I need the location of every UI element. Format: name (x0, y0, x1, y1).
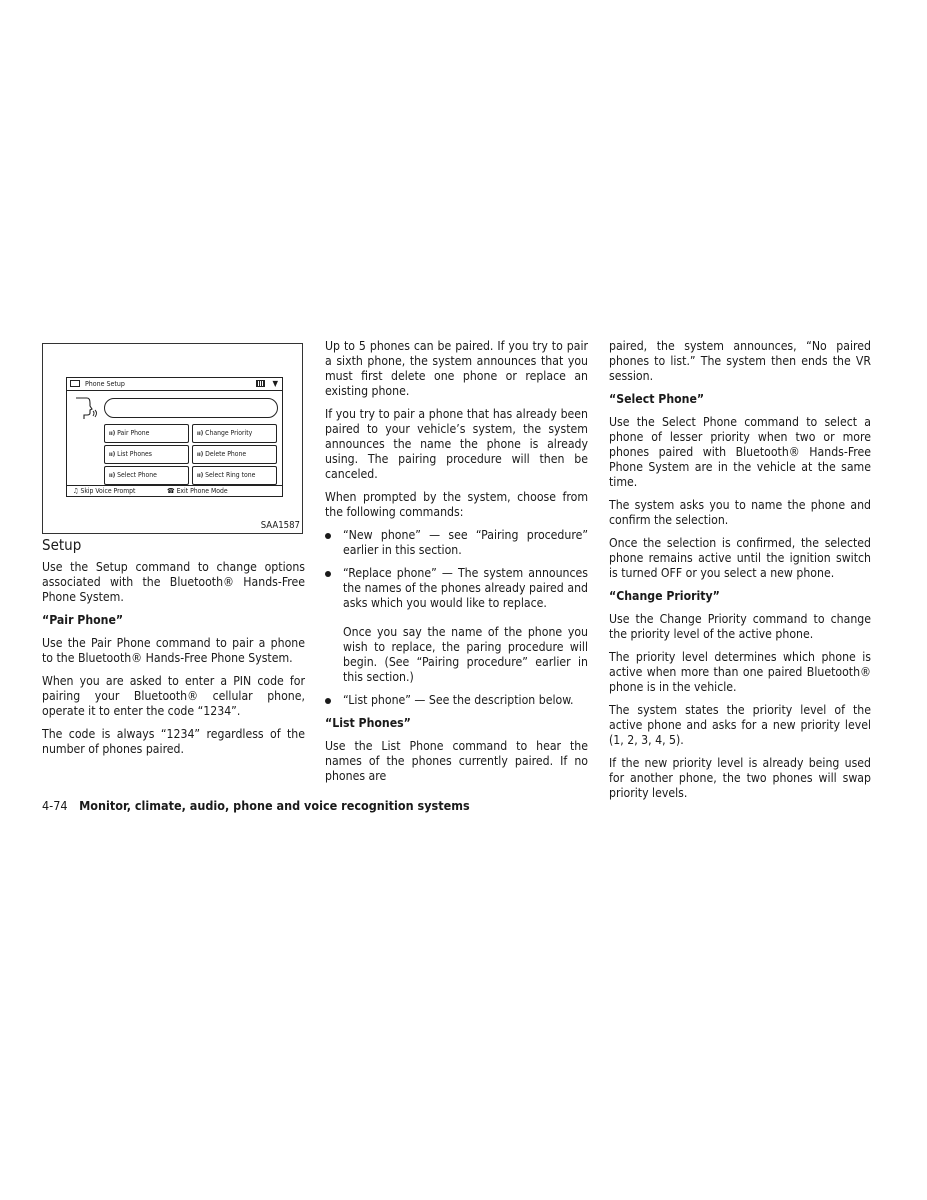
antenna-icon: ▼ (272, 379, 278, 388)
paragraph: Once the selection is confirmed, the selected phone remains active until the ignition switch is turned OFF or you select a new phone. (609, 536, 871, 580)
bullet-item: “New phone” — see “Pairing procedure” earlier in this section. (325, 528, 588, 558)
change-priority-button[interactable]: ıı) Change Priority (192, 424, 277, 443)
section-title: Monitor, climate, audio, phone and voice recognition systems (79, 798, 470, 813)
select-phone-button[interactable]: ıı) Select Phone (104, 466, 189, 485)
paragraph: If the new priority level is already being used for another phone, the two phones will swap priority levels. (609, 756, 871, 800)
screen-display (66, 377, 283, 497)
delete-phone-button[interactable]: ıı) Delete Phone (192, 445, 277, 464)
paragraph: When prompted by the system, choose from the following commands: (325, 490, 588, 519)
figure-phone-setup (42, 343, 303, 534)
voice-icon: ıı) (109, 451, 116, 458)
figure-id: SAA1587 (260, 520, 300, 531)
bullet-item: “List phone” — See the description below. (325, 693, 588, 708)
phone-icon (70, 380, 80, 387)
column-2 (325, 339, 588, 792)
subheading-change-priority: “Change Priority” (609, 589, 720, 603)
bullet-icon (325, 698, 331, 704)
voice-icon: ıı) (197, 430, 204, 437)
paragraph: The code is always “1234” regardless of the number of phones paired. (42, 727, 305, 756)
section-heading-setup: Setup (42, 536, 82, 554)
column-1 (42, 538, 305, 765)
pair-phone-button[interactable]: ıı) Pair Phone (104, 424, 189, 443)
bullet-item: “Replace phone” — The system announces the names of the phones already paired and asks which you would like to replace. (325, 566, 588, 611)
paragraph: Use the Pair Phone command to pair a phone to the Bluetooth® Hands-Free Phone System. (42, 636, 305, 665)
voice-icon: ıı) (197, 472, 204, 479)
subheading-list-phones: “List Phones” (325, 716, 411, 730)
paragraph: When you are asked to enter a PIN code for pairing your Bluetooth® cellular phone, operate it to enter the code “1234”. (42, 674, 305, 718)
paragraph: The system states the priority level of the active phone and asks for a new priority level (1, 2, 3, 4, 5). (609, 703, 871, 747)
voice-icon: ıı) (197, 451, 204, 458)
subheading-select-phone: “Select Phone” (609, 392, 705, 406)
voice-face-icon (73, 395, 99, 421)
paragraph: Use the Select Phone command to select a phone of lesser priority when two or more phones paired with Bluetooth® Hands-Free Phone System are in the vehicle at the same time. (609, 415, 871, 489)
select-ring-tone-button[interactable]: ıı) Select Ring tone (192, 466, 277, 485)
skip-voice-prompt-button[interactable]: ♫ Skip Voice Prompt (73, 487, 136, 495)
column-3 (609, 339, 871, 809)
exit-phone-mode-button[interactable]: ☎ Exit Phone Mode (167, 487, 228, 495)
voice-icon: ıı) (109, 430, 116, 437)
paragraph: Up to 5 phones can be paired. If you try to pair a sixth phone, the system announces that you must first delete one phone or replace an existing phone. (325, 339, 588, 398)
battery-icon (256, 380, 265, 387)
paragraph: If you try to pair a phone that has already been paired to your vehicle’s system, the system announces the name the phone is already using. The pairing procedure will then be canceled. (325, 407, 588, 481)
voice-input-field (104, 398, 278, 418)
bullet-continuation: Once you say the name of the phone you wish to replace, the paring procedure will begin. (See “Pairing procedure” earlier in this section.) (343, 625, 588, 684)
bullet-icon (325, 533, 331, 539)
paragraph: Use the List Phone command to hear the names of the phones currently paired. If no phones are (325, 739, 588, 783)
bullet-icon (325, 571, 331, 577)
paragraph: The priority level determines which phone is active when more than one paired Bluetooth® phone is in the vehicle. (609, 650, 871, 694)
page-footer (42, 798, 470, 813)
screen-title-bar (67, 378, 282, 391)
paragraph: Use the Setup command to change options associated with the Bluetooth® Hands-Free Phone System. (42, 560, 305, 604)
screen-bottom-bar (67, 485, 282, 496)
paragraph: The system asks you to name the phone and confirm the selection. (609, 498, 871, 527)
screen-title: Phone Setup (85, 380, 125, 388)
list-phones-button[interactable]: ıı) List Phones (104, 445, 189, 464)
subheading-pair-phone: “Pair Phone” (42, 613, 124, 627)
paragraph: Use the Change Priority command to change the priority level of the active phone. (609, 612, 871, 641)
page-number: 4-74 (42, 798, 68, 813)
voice-icon: ıı) (109, 472, 116, 479)
paragraph: paired, the system announces, “No paired phones to list.” The system then ends the VR session. (609, 339, 871, 383)
